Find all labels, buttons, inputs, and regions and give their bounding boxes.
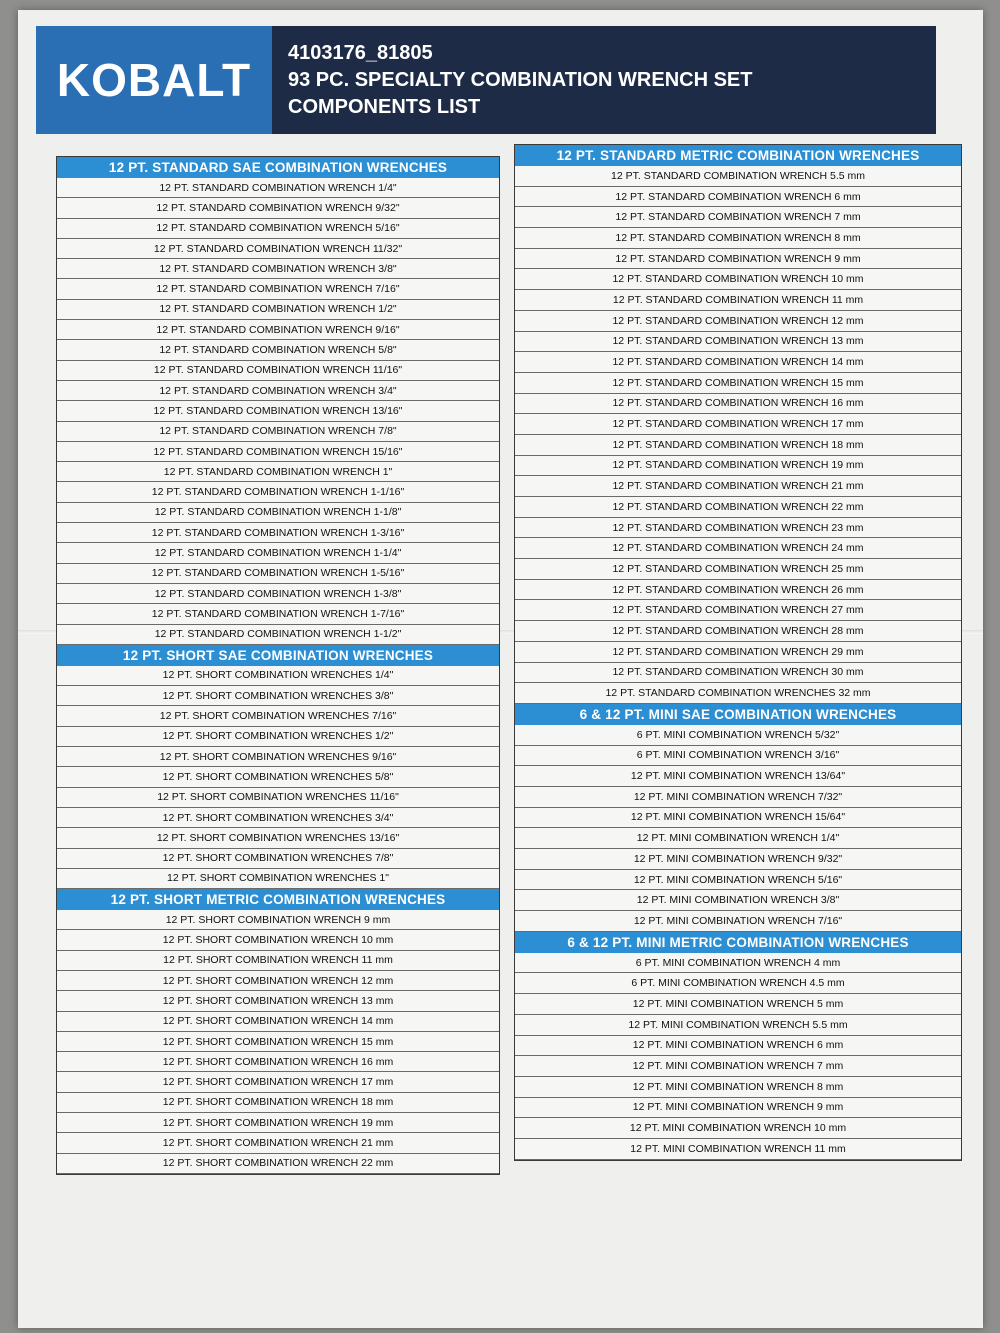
part-number: 4103176_81805 xyxy=(288,41,433,64)
component-row: 12 PT. STANDARD COMBINATION WRENCHES 32 mm xyxy=(515,683,961,704)
header-titles xyxy=(288,40,752,121)
component-row: 6 PT. MINI COMBINATION WRENCH 3/16" xyxy=(515,746,961,767)
component-row: 12 PT. STANDARD COMBINATION WRENCH 11 mm xyxy=(515,290,961,311)
component-row: 12 PT. SHORT COMBINATION WRENCHES 7/8" xyxy=(57,849,499,869)
component-row: 12 PT. MINI COMBINATION WRENCH 13/64" xyxy=(515,766,961,787)
component-row: 12 PT. STANDARD COMBINATION WRENCH 9/16" xyxy=(57,320,499,340)
component-row: 12 PT. SHORT COMBINATION WRENCH 21 mm xyxy=(57,1133,499,1153)
header-banner xyxy=(36,26,936,134)
component-row: 12 PT. MINI COMBINATION WRENCH 10 mm xyxy=(515,1118,961,1139)
component-row: 12 PT. STANDARD COMBINATION WRENCH 26 mm xyxy=(515,580,961,601)
component-row: 12 PT. STANDARD COMBINATION WRENCH 5/8" xyxy=(57,340,499,360)
right-components-column xyxy=(514,144,962,1161)
component-row: 12 PT. SHORT COMBINATION WRENCHES 1/2" xyxy=(57,727,499,747)
component-row: 12 PT. STANDARD COMBINATION WRENCH 13 mm xyxy=(515,332,961,353)
component-row: 12 PT. SHORT COMBINATION WRENCHES 11/16" xyxy=(57,788,499,808)
component-row: 12 PT. SHORT COMBINATION WRENCH 10 mm xyxy=(57,930,499,950)
component-row: 12 PT. STANDARD COMBINATION WRENCH 11/32" xyxy=(57,239,499,259)
component-row: 12 PT. STANDARD COMBINATION WRENCH 24 mm xyxy=(515,538,961,559)
component-row: 12 PT. SHORT COMBINATION WRENCHES 7/16" xyxy=(57,706,499,726)
component-row: 12 PT. STANDARD COMBINATION WRENCH 3/4" xyxy=(57,381,499,401)
component-row: 12 PT. SHORT COMBINATION WRENCH 9 mm xyxy=(57,910,499,930)
component-row: 12 PT. MINI COMBINATION WRENCH 5/16" xyxy=(515,870,961,891)
component-row: 12 PT. STANDARD COMBINATION WRENCH 1-7/16" xyxy=(57,604,499,624)
component-row: 12 PT. STANDARD COMBINATION WRENCH 7 mm xyxy=(515,207,961,228)
component-row: 12 PT. SHORT COMBINATION WRENCHES 9/16" xyxy=(57,747,499,767)
component-row: 12 PT. STANDARD COMBINATION WRENCH 9/32" xyxy=(57,198,499,218)
component-row: 12 PT. STANDARD COMBINATION WRENCH 7/8" xyxy=(57,422,499,442)
component-row: 12 PT. STANDARD COMBINATION WRENCH 1-1/8" xyxy=(57,503,499,523)
brand-logo: KOBALT xyxy=(56,54,252,106)
component-row: 12 PT. MINI COMBINATION WRENCH 15/64" xyxy=(515,808,961,829)
component-row: 12 PT. STANDARD COMBINATION WRENCH 9 mm xyxy=(515,249,961,270)
component-row: 12 PT. SHORT COMBINATION WRENCHES 1" xyxy=(57,869,499,889)
component-row: 12 PT. STANDARD COMBINATION WRENCH 15/16" xyxy=(57,442,499,462)
component-row: 12 PT. STANDARD COMBINATION WRENCH 5/16" xyxy=(57,219,499,239)
component-row: 12 PT. MINI COMBINATION WRENCH 7/16" xyxy=(515,911,961,932)
section-header: 12 PT. SHORT METRIC COMBINATION WRENCHES xyxy=(57,889,499,910)
component-row: 12 PT. MINI COMBINATION WRENCH 1/4" xyxy=(515,828,961,849)
component-row: 12 PT. MINI COMBINATION WRENCH 9 mm xyxy=(515,1098,961,1119)
component-row: 12 PT. STANDARD COMBINATION WRENCH 23 mm xyxy=(515,518,961,539)
component-row: 12 PT. STANDARD COMBINATION WRENCH 25 mm xyxy=(515,559,961,580)
component-row: 12 PT. SHORT COMBINATION WRENCH 11 mm xyxy=(57,951,499,971)
component-row: 12 PT. MINI COMBINATION WRENCH 6 mm xyxy=(515,1036,961,1057)
component-row: 12 PT. STANDARD COMBINATION WRENCH 14 mm xyxy=(515,352,961,373)
component-row: 12 PT. MINI COMBINATION WRENCH 5 mm xyxy=(515,994,961,1015)
component-row: 12 PT. SHORT COMBINATION WRENCHES 5/8" xyxy=(57,767,499,787)
component-row: 12 PT. SHORT COMBINATION WRENCH 12 mm xyxy=(57,971,499,991)
component-row: 12 PT. STANDARD COMBINATION WRENCH 6 mm xyxy=(515,187,961,208)
component-row: 12 PT. STANDARD COMBINATION WRENCH 11/16" xyxy=(57,361,499,381)
document-title: 93 PC. SPECIALTY COMBINATION WRENCH SET xyxy=(288,68,753,91)
component-row: 12 PT. SHORT COMBINATION WRENCH 18 mm xyxy=(57,1093,499,1113)
component-row: 12 PT. STANDARD COMBINATION WRENCH 12 mm xyxy=(515,311,961,332)
component-row: 12 PT. STANDARD COMBINATION WRENCH 3/8" xyxy=(57,259,499,279)
component-row: 12 PT. STANDARD COMBINATION WRENCH 8 mm xyxy=(515,228,961,249)
component-row: 12 PT. MINI COMBINATION WRENCH 7/32" xyxy=(515,787,961,808)
component-row: 12 PT. STANDARD COMBINATION WRENCH 1/2" xyxy=(57,300,499,320)
component-row: 6 PT. MINI COMBINATION WRENCH 4 mm xyxy=(515,953,961,974)
component-row: 12 PT. SHORT COMBINATION WRENCH 13 mm xyxy=(57,991,499,1011)
section-header: 6 & 12 PT. MINI SAE COMBINATION WRENCHES xyxy=(515,704,961,725)
component-row: 12 PT. STANDARD COMBINATION WRENCH 1-5/16" xyxy=(57,564,499,584)
component-row: 12 PT. STANDARD COMBINATION WRENCH 10 mm xyxy=(515,269,961,290)
component-row: 12 PT. STANDARD COMBINATION WRENCH 5.5 mm xyxy=(515,166,961,187)
component-row: 12 PT. SHORT COMBINATION WRENCH 17 mm xyxy=(57,1072,499,1092)
component-row: 12 PT. STANDARD COMBINATION WRENCH 1-1/4" xyxy=(57,543,499,563)
component-row: 12 PT. STANDARD COMBINATION WRENCH 19 mm xyxy=(515,456,961,477)
section-header: 12 PT. SHORT SAE COMBINATION WRENCHES xyxy=(57,645,499,666)
component-row: 12 PT. STANDARD COMBINATION WRENCH 7/16" xyxy=(57,279,499,299)
left-components-column xyxy=(56,156,500,1175)
component-row: 12 PT. STANDARD COMBINATION WRENCH 15 mm xyxy=(515,373,961,394)
component-row: 12 PT. SHORT COMBINATION WRENCHES 3/4" xyxy=(57,808,499,828)
component-row: 12 PT. MINI COMBINATION WRENCH 3/8" xyxy=(515,890,961,911)
component-row: 12 PT. STANDARD COMBINATION WRENCH 22 mm xyxy=(515,497,961,518)
component-row: 6 PT. MINI COMBINATION WRENCH 4.5 mm xyxy=(515,973,961,994)
component-row: 12 PT. SHORT COMBINATION WRENCH 16 mm xyxy=(57,1052,499,1072)
component-row: 12 PT. SHORT COMBINATION WRENCHES 3/8" xyxy=(57,686,499,706)
brand-logo-box xyxy=(36,26,272,134)
component-row: 12 PT. STANDARD COMBINATION WRENCH 29 mm xyxy=(515,642,961,663)
component-row: 12 PT. SHORT COMBINATION WRENCHES 13/16" xyxy=(57,828,499,848)
component-row: 12 PT. MINI COMBINATION WRENCH 5.5 mm xyxy=(515,1015,961,1036)
component-row: 12 PT. STANDARD COMBINATION WRENCH 1/4" xyxy=(57,178,499,198)
component-row: 12 PT. SHORT COMBINATION WRENCH 14 mm xyxy=(57,1012,499,1032)
component-row: 12 PT. STANDARD COMBINATION WRENCH 1-3/8" xyxy=(57,584,499,604)
component-row: 12 PT. STANDARD COMBINATION WRENCH 21 mm xyxy=(515,476,961,497)
component-row: 12 PT. STANDARD COMBINATION WRENCH 27 mm xyxy=(515,600,961,621)
component-row: 12 PT. MINI COMBINATION WRENCH 11 mm xyxy=(515,1139,961,1160)
component-row: 12 PT. MINI COMBINATION WRENCH 7 mm xyxy=(515,1056,961,1077)
component-row: 12 PT. SHORT COMBINATION WRENCHES 1/4" xyxy=(57,666,499,686)
component-row: 12 PT. STANDARD COMBINATION WRENCH 30 mm xyxy=(515,663,961,684)
component-row: 12 PT. STANDARD COMBINATION WRENCH 28 mm xyxy=(515,621,961,642)
component-row: 12 PT. STANDARD COMBINATION WRENCH 16 mm xyxy=(515,394,961,415)
component-row: 6 PT. MINI COMBINATION WRENCH 5/32" xyxy=(515,725,961,746)
component-row: 12 PT. STANDARD COMBINATION WRENCH 13/16" xyxy=(57,401,499,421)
component-row: 12 PT. SHORT COMBINATION WRENCH 19 mm xyxy=(57,1113,499,1133)
section-header: 6 & 12 PT. MINI METRIC COMBINATION WRENCHES xyxy=(515,932,961,953)
component-row: 12 PT. STANDARD COMBINATION WRENCH 1-1/2" xyxy=(57,625,499,645)
component-row: 12 PT. STANDARD COMBINATION WRENCH 1-3/16" xyxy=(57,523,499,543)
document-subtitle: COMPONENTS LIST xyxy=(288,95,481,118)
section-header: 12 PT. STANDARD METRIC COMBINATION WRENCHES xyxy=(515,145,961,166)
component-row: 12 PT. MINI COMBINATION WRENCH 8 mm xyxy=(515,1077,961,1098)
section-header: 12 PT. STANDARD SAE COMBINATION WRENCHES xyxy=(57,157,499,178)
component-row: 12 PT. STANDARD COMBINATION WRENCH 1" xyxy=(57,462,499,482)
component-row: 12 PT. SHORT COMBINATION WRENCH 15 mm xyxy=(57,1032,499,1052)
component-row: 12 PT. MINI COMBINATION WRENCH 9/32" xyxy=(515,849,961,870)
component-row: 12 PT. STANDARD COMBINATION WRENCH 18 mm xyxy=(515,435,961,456)
component-row: 12 PT. STANDARD COMBINATION WRENCH 17 mm xyxy=(515,414,961,435)
component-row: 12 PT. STANDARD COMBINATION WRENCH 1-1/16" xyxy=(57,482,499,502)
component-row: 12 PT. SHORT COMBINATION WRENCH 22 mm xyxy=(57,1154,499,1174)
